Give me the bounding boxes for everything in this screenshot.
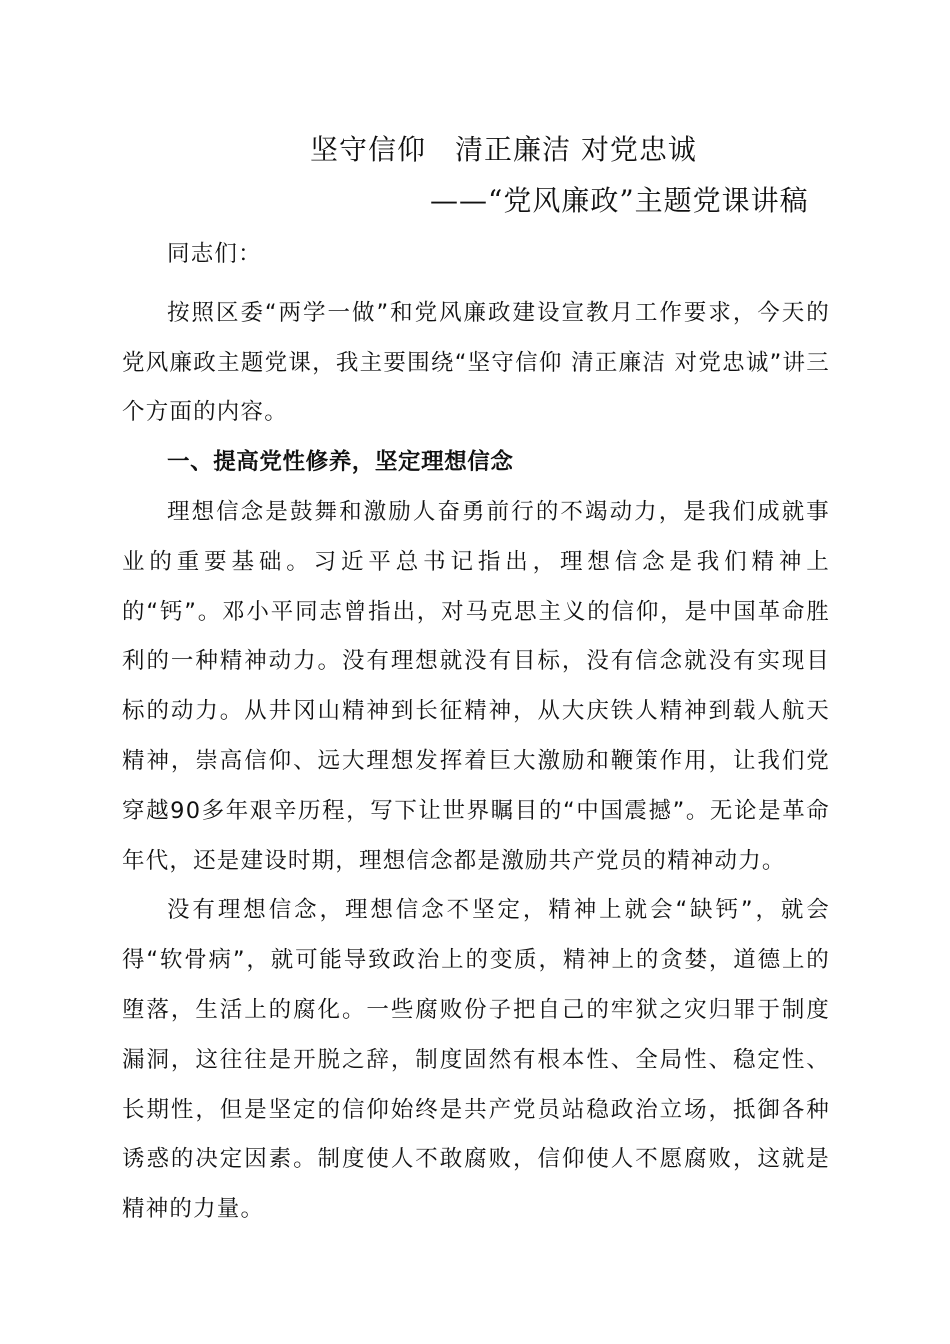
document-title: 坚守信仰 清正廉洁 对党忠诚 (310, 133, 697, 166)
intro-paragraph: 按照区委“两学一做”和党风廉政建设宣教月工作要求，今天的党风廉政主题党课，我主要围绕“坚守信仰 清正廉洁 对党忠诚”讲三个方面的内容。 (122, 299, 830, 426)
body-paragraph: 理想信念是鼓舞和激励人奋勇前行的不竭动力，是我们成就事业的重要基础。习近平总书记指出，理想信念是我们精神上的“钙”。邓小平同志曾指出，对马克思主义的信仰，是中国革命胜利的一种精神动力。没有理想就没有目标，没有信念就没有实现目标的动力。从井冈山精神到长征精神，从大庆铁人精神到载人航天精神，崇高信仰、远大理想发挥着巨大激励和鞭策作用，让我们党穿越90多年艰辛历程，写下让世界瞩目的“中国震撼”。无论是革命年代，还是建设时期，理想信念都是激励共产党员的精神动力。 (122, 498, 830, 874)
body-paragraph: 没有理想信念，理想信念不坚定，精神上就会“缺钙”，就会得“软骨病”，就可能导致政治上的变质，精神上的贪婪，道德上的堕落，生活上的腐化。一些腐败份子把自己的牢狱之灾归罪于制度漏洞，这往往是开脱之辞，制度固然有根本性、全局性、稳定性、长期性，但是坚定的信仰始终是共产党员站稳政治立场，抵御各种诱惑的决定因素。制度使人不敢腐败，信仰使人不愿腐败，这就是精神的力量。 (122, 897, 830, 1223)
document-subtitle: ——“党风廉政”主题党课讲稿 (430, 184, 809, 217)
section-heading: 一、提高党性修养，坚定理想信念 (167, 449, 514, 476)
document-body (122, 230, 830, 1235)
salutation: 同志们： (167, 241, 262, 267)
